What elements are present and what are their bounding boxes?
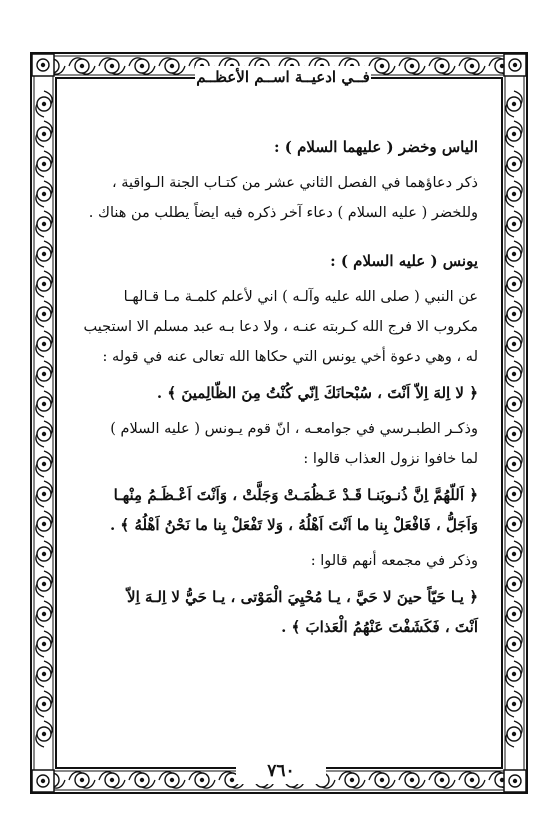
page-number: ٧٦٠ [236, 758, 326, 784]
border-ornament [506, 631, 522, 657]
border-ornament [36, 481, 52, 507]
border-ornament [36, 91, 52, 117]
border-ornament [36, 241, 52, 267]
supplication-line: اَنْتَ ، فَكَشَفْتَ عَنْهُمُ الْعَذابَ ﴾ . [281, 618, 478, 636]
paragraph-line: لما خافوا نزول العذاب قالوا : [303, 451, 478, 467]
border-ornament [399, 772, 425, 788]
border-ornament [506, 571, 522, 597]
border-ornament [36, 451, 52, 477]
paragraph-line: ذكر دعاؤهما في الفصل الثاني عشر من كتـاب الجنة الـواقية ، [111, 175, 478, 191]
border-ornament [369, 58, 395, 74]
border-ornament [506, 271, 522, 297]
quran-verse: ﴿ لا اِلهَ اِلاّ اَنْتَ ، سُبْحانَكَ اِنّي كُنْتُ مِنَ الظّالِمينَ ﴾ . [156, 384, 478, 402]
border-ornament [506, 661, 522, 687]
border-ornament [506, 511, 522, 537]
paragraph-line: مكروب الا فرج الله كـربته عنـه ، ولا دعا بـه عبد مسلم الا استجيب [83, 319, 478, 335]
border-ornament [506, 421, 522, 447]
paragraph-line: وذكـر الطبـرسي في جوامعـه ، انّ قوم يـونس ( عليه السلام ) [110, 421, 478, 437]
border-ornament [506, 721, 522, 747]
border-ornament [36, 211, 52, 237]
border-ornament [506, 541, 522, 567]
border-ornament [506, 181, 522, 207]
paragraph-line: وللخضر ( عليه السلام ) دعاء آخر ذكره فيه ايضاً يطلب من هناك . [88, 205, 478, 221]
border-ornament [506, 361, 522, 387]
border-ornament [99, 772, 125, 788]
page-body [82, 135, 478, 639]
border-ornament [429, 58, 455, 74]
paragraph-line: وذكر في مجمعه أنهم قالوا : [310, 553, 478, 569]
border-ornament [506, 391, 522, 417]
border-ornament [36, 541, 52, 567]
section-heading-yunus: يونس ( عليه السلام ) : [330, 252, 478, 270]
border-ornament [36, 631, 52, 657]
border-ornament [506, 481, 522, 507]
border-ornament [399, 58, 425, 74]
border-ornament [506, 331, 522, 357]
border-ornament [36, 121, 52, 147]
border-ornament [36, 361, 52, 387]
border-ornament [99, 58, 125, 74]
border-ornament [36, 511, 52, 537]
border-ornament [506, 601, 522, 627]
border-ornament [36, 421, 52, 447]
section-heading-elias-khidr: الياس وخضر ( عليهما السلام ) : [274, 138, 478, 156]
border-ornament [506, 301, 522, 327]
border-ornament [369, 772, 395, 788]
paragraph-line: عن النبي ( صلى الله عليه وآلـه ) اني لأعلم كلمـة مـا قـالهـا [123, 289, 478, 305]
border-ornament [36, 661, 52, 687]
border-ornament [36, 391, 52, 417]
border-ornament [36, 151, 52, 177]
border-ornament [129, 772, 155, 788]
border-ornament [36, 691, 52, 717]
border-ornament [506, 451, 522, 477]
border-ornament [506, 241, 522, 267]
running-header: فــي ادعيــة اســم الأعظــم [196, 68, 370, 86]
border-ornament [506, 151, 522, 177]
border-ornament [429, 772, 455, 788]
border-ornament [36, 331, 52, 357]
border-ornament [506, 91, 522, 117]
border-ornament [159, 58, 185, 74]
border-ornament [36, 301, 52, 327]
border-ornament [459, 772, 485, 788]
border-ornament [506, 691, 522, 717]
border-ornament [36, 271, 52, 297]
border-ornament [459, 58, 485, 74]
border-ornament [506, 121, 522, 147]
border-ornament [36, 721, 52, 747]
paragraph-line: له ، وهي دعوة أخي يونس التي حكاها الله تعالى عنه في قوله : [102, 349, 478, 365]
border-ornament [36, 601, 52, 627]
border-ornament [506, 211, 522, 237]
border-ornament [69, 58, 95, 74]
border-ornament [129, 58, 155, 74]
supplication-line: وَاَجَلُّ ، فَافْعَلْ بِنا ما اَنْتَ اَهْلُهُ ، وَلا تَفْعَلْ بِنا ما نَحْنُ اَهْلُهُ ﴾ . [109, 516, 478, 534]
supplication-line: ﴿ يـا حَيّاً حينَ لا حَيَّ ، يـا مُحْيِيَ الْمَوْتى ، يـا حَيُّ لا اِلـهَ اِلاّ [127, 588, 478, 606]
border-ornament [36, 181, 52, 207]
border-ornament [69, 772, 95, 788]
border-ornament [339, 772, 365, 788]
supplication-line: ﴿ اَللّهُمَّ اِنَّ ذُنـوبَنـا قَـدْ عَـظُمَـتْ وَجَلَّتْ ، وَاَنْتَ اَعْـظَـمُ مِنْهـا [113, 486, 478, 504]
border-ornament [159, 772, 185, 788]
border-ornament [36, 571, 52, 597]
border-ornament [189, 772, 215, 788]
